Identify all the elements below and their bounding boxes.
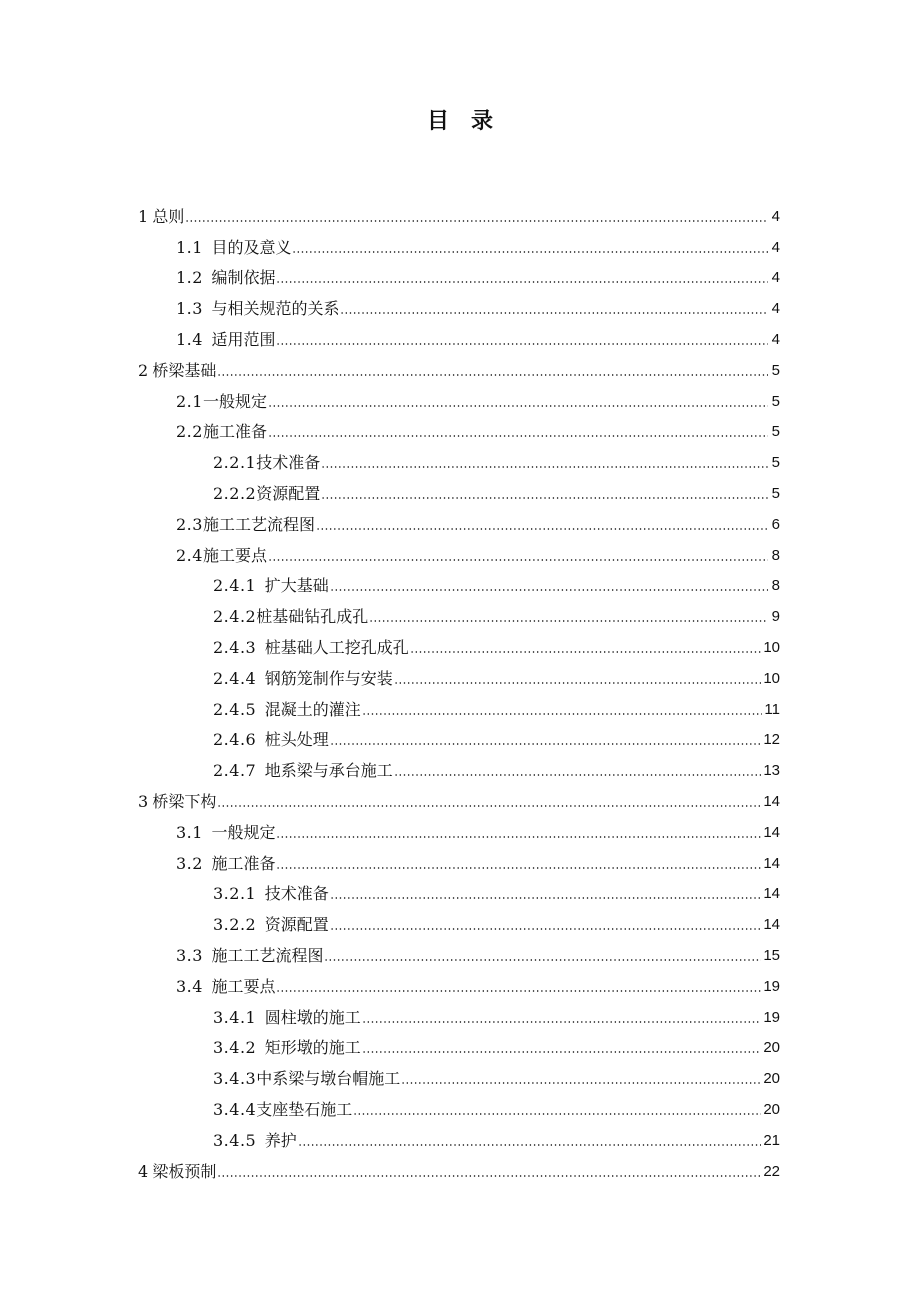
- toc-entry[interactable]: [138, 566, 780, 597]
- toc-entry[interactable]: [138, 381, 780, 412]
- toc-entry-title: 养护: [264, 1130, 297, 1150]
- toc-entry-number: 3.4.4: [213, 1099, 257, 1119]
- dot-leader: [268, 404, 768, 408]
- toc-entry-title: 钢筋笼制作与安装: [264, 668, 393, 688]
- toc-entry-title: 中系梁与墩台帽施工: [256, 1069, 401, 1089]
- toc-entry-number: 1.1: [176, 237, 203, 257]
- toc-entry-number: 3.2.2: [213, 915, 257, 935]
- dot-leader: [330, 742, 762, 746]
- toc-entry-number: 2: [138, 360, 149, 380]
- toc-entry-title: 一般规定: [211, 822, 276, 842]
- toc-entry-title: 混凝土的灌注: [264, 699, 361, 719]
- toc-entry-page-number: 20: [763, 1039, 780, 1057]
- dot-leader: [353, 1112, 761, 1116]
- dot-leader: [362, 1050, 762, 1054]
- toc-entry[interactable]: [138, 1058, 780, 1089]
- dot-leader: [268, 558, 768, 562]
- dot-leader: [410, 650, 762, 654]
- toc-entry-number: 2.2.2: [213, 483, 257, 503]
- toc-entry[interactable]: [138, 258, 780, 289]
- toc-entry-title: 桩基础人工挖孔成孔: [264, 637, 409, 657]
- toc-entry-gap: [256, 1038, 265, 1058]
- toc-entry-title: 资源配置: [256, 483, 321, 503]
- toc-entry-page-number: 14: [763, 854, 780, 872]
- toc-entry-number: 1.4: [176, 329, 203, 349]
- toc-entry-title: 桥梁下构: [152, 791, 217, 811]
- dot-leader: [330, 896, 762, 900]
- toc-entry[interactable]: [138, 596, 780, 627]
- toc-entry-page-number: 14: [763, 792, 780, 810]
- toc-entry-page-number: 19: [763, 1008, 780, 1026]
- toc-entry-title: 桩基础钻孔成孔: [256, 607, 369, 627]
- toc-entry-title: 施工工艺流程图: [202, 514, 315, 534]
- toc-entry-title: 施工要点: [202, 545, 267, 565]
- dot-leader: [276, 835, 761, 839]
- toc-entry-page-number: 15: [763, 946, 780, 964]
- toc-entry-page-number: 20: [763, 1100, 780, 1118]
- toc-entry-number: 3.4.2: [213, 1038, 257, 1058]
- toc-entry-title: 扩大基础: [264, 576, 329, 596]
- toc-entry[interactable]: [138, 1028, 780, 1059]
- toc-entry[interactable]: [138, 781, 780, 812]
- toc-entry-gap: [256, 884, 265, 904]
- toc-entry-number: 1.3: [176, 299, 203, 319]
- toc-entry-title: 地系梁与承台施工: [264, 761, 393, 781]
- toc-entry-page-number: 5: [771, 392, 780, 410]
- toc-entry[interactable]: [138, 319, 780, 350]
- toc-entry-number: 3.4.1: [213, 1007, 257, 1027]
- toc-entry-number: 3.4.5: [213, 1130, 257, 1150]
- toc-entry-gap: [203, 238, 212, 258]
- toc-entry[interactable]: [138, 904, 780, 935]
- toc-entry-number: 2.1: [176, 391, 203, 411]
- toc-entry-number: 2.4: [176, 545, 203, 565]
- page-title: 目 录: [426, 109, 493, 134]
- toc-entry[interactable]: [138, 966, 780, 997]
- toc-entry-page-number: 13: [763, 762, 780, 780]
- toc-entry-gap: [203, 299, 212, 319]
- dot-leader: [321, 496, 768, 500]
- toc-entry-page-number: 22: [763, 1162, 780, 1180]
- toc-entry-page-number: 4: [771, 300, 780, 318]
- dot-leader: [330, 927, 762, 931]
- toc-entry-page-number: 21: [763, 1131, 780, 1149]
- dot-leader: [276, 989, 761, 993]
- dot-leader: [401, 1081, 761, 1085]
- toc-entry-title: 技术准备: [264, 884, 329, 904]
- dot-leader: [298, 1143, 762, 1147]
- toc-entry-page-number: 8: [771, 577, 780, 595]
- toc-entry[interactable]: [138, 504, 780, 535]
- toc-entry-number: 1.2: [176, 268, 203, 288]
- dot-leader: [268, 434, 768, 438]
- toc-entry-number: 4: [138, 1161, 149, 1181]
- toc-entry-gap: [256, 669, 265, 689]
- toc-entry-gap: [256, 1008, 265, 1028]
- toc-entry-number: 2.2.1: [213, 453, 257, 473]
- toc-entry-gap: [203, 268, 212, 288]
- dot-leader: [394, 773, 762, 777]
- table-of-contents: [138, 196, 780, 1182]
- toc-entry-page-number: 8: [771, 546, 780, 564]
- toc-entry-page-number: 4: [771, 269, 780, 287]
- toc-entry[interactable]: [138, 473, 780, 504]
- toc-entry-gap: [256, 761, 265, 781]
- toc-entry-page-number: 6: [771, 515, 780, 533]
- toc-entry-title: 技术准备: [256, 453, 321, 473]
- toc-entry-number: 2.4.6: [213, 730, 257, 750]
- toc-entry-gap: [203, 823, 212, 843]
- toc-entry[interactable]: [138, 1151, 780, 1182]
- toc-entry[interactable]: [138, 935, 780, 966]
- dot-leader: [316, 527, 768, 531]
- toc-entry-number: 3.4: [176, 976, 203, 996]
- toc-entry-number: 2.4.5: [213, 699, 257, 719]
- toc-entry-page-number: 4: [771, 238, 780, 256]
- toc-entry[interactable]: [138, 196, 780, 227]
- toc-entry-number: 2.4.7: [213, 761, 257, 781]
- toc-entry[interactable]: [138, 750, 780, 781]
- toc-entry[interactable]: [138, 412, 780, 443]
- toc-entry-page-number: 19: [763, 977, 780, 995]
- toc-entry-number: 2.4.1: [213, 576, 257, 596]
- toc-entry-title: 编制依据: [211, 268, 276, 288]
- toc-entry-title: 与相关规范的关系: [211, 299, 340, 319]
- toc-entry[interactable]: [138, 350, 780, 381]
- toc-entry-title: 施工准备: [202, 422, 267, 442]
- toc-entry-number: 3.2.1: [213, 884, 257, 904]
- dot-leader: [276, 280, 768, 284]
- toc-entry-title: 梁板预制: [152, 1161, 217, 1181]
- dot-leader: [185, 219, 768, 223]
- toc-entry-number: 2.2: [176, 422, 203, 442]
- dot-leader: [324, 958, 761, 962]
- toc-entry[interactable]: [138, 1089, 780, 1120]
- dot-leader: [217, 1174, 761, 1178]
- toc-entry[interactable]: [138, 288, 780, 319]
- dot-leader: [330, 588, 768, 592]
- toc-entry-title: 目的及意义: [211, 237, 292, 257]
- toc-entry-number: 2.4.3: [213, 637, 257, 657]
- toc-entry[interactable]: [138, 720, 780, 751]
- toc-entry-page-number: 11: [764, 700, 780, 718]
- dot-leader: [276, 342, 768, 346]
- toc-entry-gap: [256, 1131, 265, 1151]
- dot-leader: [362, 712, 763, 716]
- dot-leader: [362, 1020, 762, 1024]
- toc-entry-page-number: 4: [771, 330, 780, 348]
- toc-entry[interactable]: [138, 442, 780, 473]
- toc-entry-number: 3.4.3: [213, 1069, 257, 1089]
- toc-entry-number: 2.4.2: [213, 607, 257, 627]
- toc-entry-number: 1: [138, 206, 149, 226]
- toc-entry-title: 矩形墩的施工: [264, 1038, 361, 1058]
- dot-leader: [276, 866, 761, 870]
- toc-entry-page-number: 20: [763, 1070, 780, 1088]
- toc-entry[interactable]: [138, 658, 780, 689]
- toc-entry-title: 施工要点: [211, 976, 276, 996]
- toc-entry-page-number: 4: [771, 207, 780, 225]
- toc-entry[interactable]: [138, 689, 780, 720]
- toc-entry[interactable]: [138, 627, 780, 658]
- toc-entry-gap: [203, 977, 212, 997]
- toc-entry[interactable]: [138, 535, 780, 566]
- toc-entry[interactable]: [138, 812, 780, 843]
- toc-entry-gap: [203, 330, 212, 350]
- toc-entry-page-number: 14: [763, 916, 780, 934]
- toc-entry-number: 3.3: [176, 945, 203, 965]
- dot-leader: [217, 373, 768, 377]
- toc-entry-title: 总则: [152, 206, 185, 226]
- toc-entry-title: 一般规定: [202, 391, 267, 411]
- toc-entry-page-number: 14: [763, 823, 780, 841]
- dot-leader: [394, 681, 762, 685]
- dot-leader: [321, 465, 768, 469]
- dot-leader: [217, 804, 761, 808]
- toc-entry-page-number: 10: [763, 638, 780, 656]
- toc-entry-page-number: 9: [771, 608, 780, 626]
- dot-leader: [340, 311, 768, 315]
- toc-entry-title: 桩头处理: [264, 730, 329, 750]
- toc-entry-page-number: 5: [771, 484, 780, 502]
- toc-entry-title: 施工工艺流程图: [211, 945, 324, 965]
- toc-entry-number: 3: [138, 791, 149, 811]
- toc-entry[interactable]: [138, 874, 780, 905]
- toc-entry[interactable]: [138, 843, 780, 874]
- toc-entry-gap: [256, 730, 265, 750]
- dot-leader: [369, 619, 768, 623]
- toc-entry[interactable]: [138, 1120, 780, 1151]
- toc-entry-gap: [256, 915, 265, 935]
- toc-entry-page-number: 12: [763, 731, 780, 749]
- toc-entry-title: 资源配置: [264, 915, 329, 935]
- toc-entry[interactable]: [138, 227, 780, 258]
- toc-entry-title: 支座垫石施工: [256, 1099, 353, 1119]
- toc-entry-gap: [203, 854, 212, 874]
- toc-entry-title: 桥梁基础: [152, 360, 217, 380]
- toc-entry-title: 施工准备: [211, 853, 276, 873]
- toc-entry-page-number: 5: [771, 423, 780, 441]
- toc-entry-page-number: 5: [771, 361, 780, 379]
- toc-entry-gap: [256, 638, 265, 658]
- toc-entry-page-number: 5: [771, 454, 780, 472]
- dot-leader: [292, 250, 768, 254]
- toc-entry-number: 3.2: [176, 853, 203, 873]
- toc-entry-gap: [256, 576, 265, 596]
- toc-entry-title: 适用范围: [211, 329, 276, 349]
- toc-entry-gap: [256, 700, 265, 720]
- toc-entry-gap: [203, 946, 212, 966]
- toc-entry-page-number: 14: [763, 885, 780, 903]
- toc-entry-title: 圆柱墩的施工: [264, 1007, 361, 1027]
- toc-entry-page-number: 10: [763, 669, 780, 687]
- toc-entry-number: 2.4.4: [213, 668, 257, 688]
- toc-entry-number: 2.3: [176, 514, 203, 534]
- toc-entry-number: 3.1: [176, 822, 203, 842]
- toc-entry[interactable]: [138, 997, 780, 1028]
